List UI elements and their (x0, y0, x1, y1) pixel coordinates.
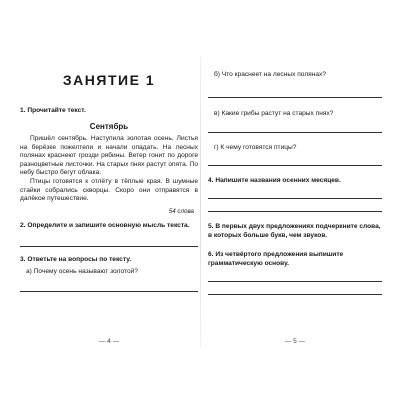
answer-line[interactable] (208, 186, 382, 199)
answer-line[interactable] (20, 279, 198, 292)
answer-line[interactable] (208, 153, 382, 166)
answer-line[interactable] (208, 85, 382, 98)
page-number: — 4 — (98, 338, 120, 345)
page-number: — 5 — (284, 338, 306, 345)
lesson-title: ЗАНЯТИЕ 1 (62, 72, 156, 88)
question-b: б) Что краснеет на лесных полянах? (214, 71, 327, 78)
answer-line[interactable] (20, 234, 198, 247)
text-paragraph: Пришёл сентябрь. Наступила золотая осень. Листья на берёзке пожелтели и начали опадать. На лесных полянах краснеют грозди рябины. Ветер гонит по дороге разноцветные листочки. На старых пнях растут опята. По небу быстро бегут облака. (20, 135, 198, 177)
reading-text (20, 135, 198, 204)
task-3-heading: 3. Ответьте на вопросы по тексту. (20, 255, 132, 263)
answer-line[interactable] (208, 199, 382, 212)
answer-line[interactable] (208, 269, 382, 282)
task-5-heading: 5. В первых двух предложениях подчеркните слова, в которых больше букв, чем звуков. (208, 223, 381, 240)
task-2-heading: 2. Определите и запишите основную мысль текста. (20, 221, 190, 229)
text-paragraph: Птицы готовятся к отлёту в тёплые края. В шумные стайки собрались скворцы. Скоро они отправятся в далёкое путешествие. (20, 177, 198, 203)
task-1-heading: 1. Прочитайте текст. (20, 107, 86, 114)
question-g: г) К чему готовятся птицы? (214, 143, 297, 151)
answer-line[interactable] (208, 120, 382, 133)
text-title: Сентябрь (89, 122, 129, 131)
question-v: в) Какие грибы растут на старых пнях? (214, 109, 334, 117)
word-count: 54 слова (168, 207, 194, 215)
answer-line[interactable] (208, 282, 382, 295)
question-a: а) Почему осень называют золотой? (26, 267, 138, 275)
task-6-heading: 6. Из четвёртого предложения выпишите грамматическую основу. (208, 251, 344, 268)
book-spine (200, 56, 201, 348)
right-page (208, 60, 382, 345)
task-4-heading: 4. Напишите названия осенних месяцев. (208, 177, 341, 185)
left-page (20, 60, 198, 345)
